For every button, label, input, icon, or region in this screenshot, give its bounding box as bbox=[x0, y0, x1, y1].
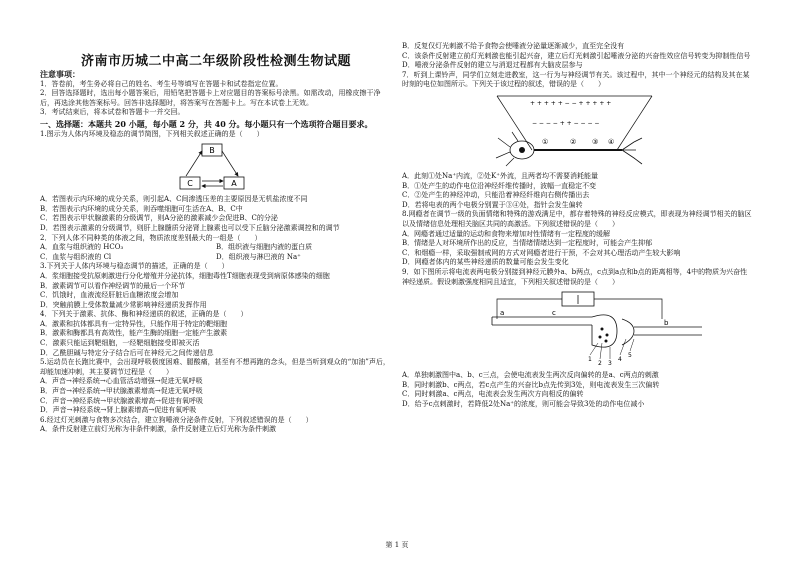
charge-signs: + + + + + − − + + + + + bbox=[530, 99, 612, 107]
option: B．声音→神经系统→甲状腺激素增高→促进无氧呼吸 bbox=[40, 387, 203, 396]
option: A．网瘾者通过适量的运动和食物来增加对性情绪有一定程度的缓解 bbox=[402, 229, 611, 238]
notice-heading: 注意事项： bbox=[40, 69, 80, 79]
notice-item: 2．回答选择题时，选出每小题答案后，用铅笔把答题卡上对应题目的答案标号涂黑。如需改动，用橡皮擦干净后，再选涂其他答案标号。回答非选择题时，将答案写在答题卡上。写在本试卷上无效。 bbox=[40, 89, 381, 107]
option: B．激素和酶都具有高效性，能产生酶的细胞一定能产生激素 bbox=[40, 329, 228, 338]
option: D．网瘾者体内的某些神经递质的数量可能会发生变化 bbox=[402, 258, 569, 267]
option: A．单独刺激图中a、b、c三点，会使电流表发生两次反向偏转的是a、c两点的刺激 bbox=[402, 371, 659, 380]
question-stem: 5.运动员在长跑比赛中，会出现呼吸极度困难、腿酸痛，甚至有不想再跑的念头，但是当听到观众的“加油”声后，却能加速冲刺，其主要调节过程是（ ） bbox=[40, 358, 390, 376]
option: A．浆细胞接受抗原刺激进行分化增殖并分泌抗体，细胞毒性T细胞表现受到病原体感染的细胞 bbox=[40, 271, 330, 280]
option-row bbox=[40, 253, 392, 263]
option: C．该条件反射建立前灯光刺激也能引起兴奋，建立后灯光刺激引起唾液分泌的兴奋性效应信号转变为抑制性信号 bbox=[402, 51, 751, 60]
label-3: ③ bbox=[592, 137, 599, 146]
option: B．同时刺激b、c两点，若c点产生的兴奋比b点先传到3处，则电流表发生三次偏转 bbox=[402, 380, 660, 389]
question-stem: 6.经过灯光刺激与食物多次结合，建立狗唾液分泌条件反射，下列叙述错误的是（ ） bbox=[40, 415, 313, 424]
label-2: ② bbox=[570, 137, 577, 146]
neuron-potential-diagram bbox=[402, 92, 754, 170]
option: D．声音→神经系统→肾上腺素增高→促进有氧呼吸 bbox=[40, 406, 197, 415]
label-2: 2 bbox=[598, 360, 602, 368]
page-number: 第 1 页 bbox=[385, 541, 409, 549]
point-c: c bbox=[552, 309, 556, 318]
option: A．血浆与组织液的 HCO₃ bbox=[40, 243, 124, 252]
option: A．若图表示内环境的成分关系，则引起A、C间渗透压差的主要原因是无机盐浓度不同 bbox=[40, 195, 308, 204]
axon-terminals bbox=[622, 138, 642, 164]
option: A．激素和抗体都具有一定特异性，只能作用于特定的靶细胞 bbox=[40, 319, 228, 328]
notice-item: 1．答卷前，考生务必将自己的姓名、考生号等填写在答题卡和试卷指定位置。 bbox=[40, 79, 283, 88]
q1-figure bbox=[40, 141, 392, 193]
label-1: ① bbox=[542, 137, 549, 146]
q9-figure bbox=[402, 289, 754, 369]
label-a: A bbox=[231, 179, 237, 189]
label-c: C bbox=[187, 179, 193, 189]
question-stem: 7．听到上课铃声，同学们立刻走进教室，这一行为与神经调节有关。该过程中，其中一个神经元的结构及其在某时刻的电位如图所示。下列关于该过程的叙述，错误的是（ ） bbox=[402, 70, 750, 89]
option: A．条件反射建立前灯光称为非条件刺激，条件反射建立后灯光称为条件刺激 bbox=[40, 425, 277, 434]
option: C．②处产生的神经冲动，只能沿着神经纤维向右侧传播出去 bbox=[402, 191, 590, 200]
label-b: B bbox=[209, 146, 215, 156]
option: D．唾液分泌条件反射的建立与消退过程都有大脑皮层参与 bbox=[402, 61, 583, 70]
arrow-b-to-a bbox=[222, 151, 238, 176]
option: C．血浆与组织液的 Cl bbox=[40, 252, 112, 261]
section-heading: 一、选择题：本题共 20 小题，每小题 2 分，共 40 分。每小题只有一个选项符合题目要求。 bbox=[40, 118, 373, 129]
option: C．饥饿时，血液流经肝脏后血糖浓度会增加 bbox=[40, 291, 179, 300]
synaptic-knob bbox=[592, 315, 617, 347]
option: D．乙酰胆碱与特定分子结合后可在神经元之间传递信息 bbox=[40, 348, 214, 357]
right-column bbox=[402, 42, 754, 409]
option: B．组织液与细胞内液的蛋白质 bbox=[216, 243, 313, 252]
option: B．①处产生的动作电位沿神经纤维传播时，波幅一直稳定不变 bbox=[402, 181, 597, 190]
q7-figure bbox=[402, 92, 754, 170]
question-stem: 3.下列关于人体内环境与稳态调节的描述，正确的是（ ） bbox=[40, 262, 229, 271]
option: D．给予c点刺激时，若降低2处Na⁺的浓度，则可能会导致3处的动作电位减小 bbox=[402, 399, 645, 408]
page-title: 济南市历城二中高二年级阶段性检测生物试题 bbox=[80, 54, 351, 69]
electrode-wire-b bbox=[594, 299, 662, 319]
option: C．和烟瘾一样，采取强制戒网的方式对网瘾者进行干预，不会对其心理活动产生较大影响 bbox=[402, 248, 681, 257]
option: D．若将电表的两个电极分别置于③④处，指针会发生偏转 bbox=[402, 200, 583, 209]
label-4: 4 bbox=[618, 356, 622, 364]
option: B．若图表示内环境的成分关系，则吞噬细胞可生活在A、B、C中 bbox=[40, 204, 243, 213]
question-stem: 1.图示为人体内环境及稳态的调节简图，下列相关叙述正确的是（ ） bbox=[40, 129, 264, 138]
dendrites bbox=[496, 132, 518, 166]
option: C．激素只能运到靶细胞，一经靶细胞接受即被灭活 bbox=[40, 339, 200, 348]
option: B．激素调节可以看作神经调节的最后一个环节 bbox=[40, 281, 186, 290]
option: B．情绪是人对环境所作出的反应，当情绪情绪达到一定程度时，可能会产生抑郁 bbox=[402, 239, 653, 248]
option: B．反复仅灯光刺激不给予食物会使唾液分泌量逐渐减少，直至完全没有 bbox=[402, 42, 625, 50]
abc-relation-diagram bbox=[40, 141, 392, 193]
question-stem: 8.网瘾者在调节一级的负面情绪和特殊的游戏满足中，都存着特殊的神经反应模式，即表现为神经调节相关的脑区以及情绪信息处理相关脑区共同的高激活。下列叙述错误的是（ ） bbox=[402, 210, 752, 228]
question-stem: 4．下列关于激素、抗体、酶和神经递质的叙述，正确的是（ ） bbox=[40, 310, 248, 319]
option: A．声音→神经系统→心血管活动增强→促进无氧呼吸 bbox=[40, 377, 203, 386]
point-a: a bbox=[500, 309, 505, 318]
option: C．若图表示甲状腺激素的分级调节，则A分泌的激素减少会促进B、C的分泌 bbox=[40, 214, 278, 223]
option-row bbox=[40, 243, 392, 253]
point-b: b bbox=[664, 319, 669, 328]
option: D．组织液与淋巴液的 Na⁺ bbox=[216, 252, 301, 261]
question-stem: 2．下列人体不同种类的体液之间，物质浓度差别最大的一组是（ ） bbox=[40, 233, 262, 242]
postsynaptic-membrane bbox=[622, 319, 634, 345]
notice-item: 3．考试结束后，将本试卷和答题卡一并交回。 bbox=[40, 108, 185, 117]
label-1: 1 bbox=[588, 356, 592, 364]
option: A．此刻①处Na⁺内流，②处K⁺外流，且两者均不需要消耗能量 bbox=[402, 171, 598, 180]
svg-text:− − − − + + − − − −: − − − − + + − − − − bbox=[532, 119, 600, 127]
question-stem: 9．如下图所示将电流表两电极分别接到神经元膜外a、b两点，c点到a点和b点的距离相等，4中的物质为兴奋性神经递质。假设刺激强度相同且适宜，下列相关叙述错误的是（ ） bbox=[402, 267, 748, 286]
label-4: ④ bbox=[608, 137, 615, 146]
option: D．突触前膜上受体数量减少常影响神经递质发挥作用 bbox=[40, 300, 207, 309]
label-3: 3 bbox=[608, 360, 612, 368]
label-5: 5 bbox=[628, 352, 632, 360]
left-column bbox=[40, 70, 392, 435]
option: C．声音→神经系统→甲状腺激素增高→促进有氧呼吸 bbox=[40, 396, 203, 405]
synapse-galvanometer-diagram bbox=[402, 289, 754, 369]
option: C．同时刺激a、c两点，电流表会发生两次方向相反的偏转 bbox=[402, 390, 584, 399]
option: D．若图表示激素的分级调节，则肝上腺髓质分泌肾上腺素也可以受下丘脑分泌激素调控和的调节 bbox=[40, 223, 340, 232]
arrow-c-to-b bbox=[186, 151, 202, 176]
